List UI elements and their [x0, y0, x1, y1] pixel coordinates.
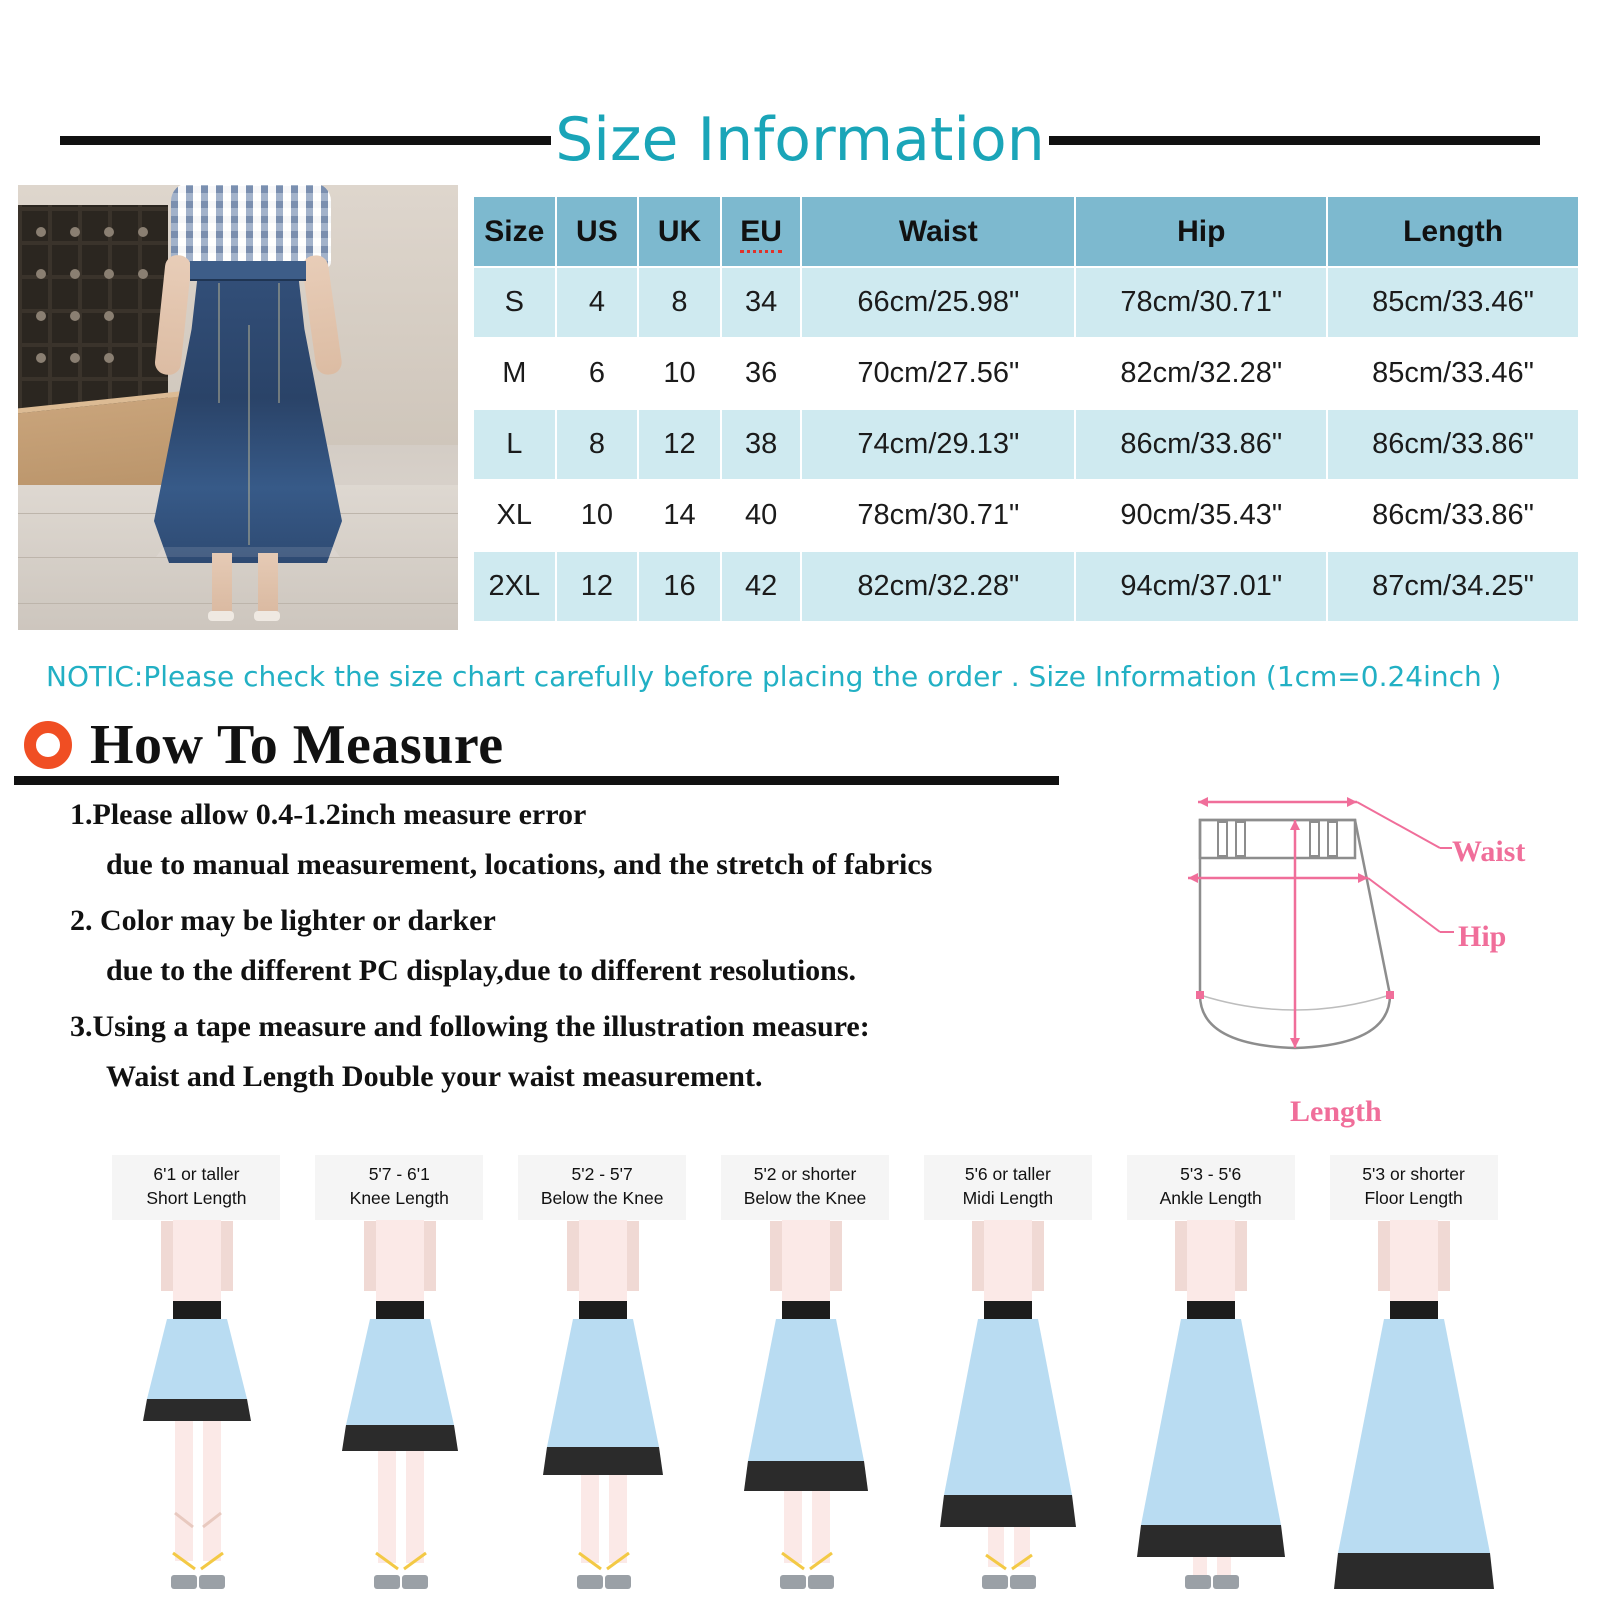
- col-header-waist: Waist: [801, 196, 1075, 267]
- figure-short-length-icon: [95, 1213, 298, 1598]
- header-rule-right: [1049, 136, 1540, 145]
- cell-length: 85cm/33.46": [1327, 338, 1579, 409]
- cell-hip: 90cm/35.43": [1075, 480, 1327, 551]
- cell-hip: 78cm/30.71": [1075, 267, 1327, 338]
- length-guide-item: [95, 1155, 298, 1595]
- cell-length: 85cm/33.46": [1327, 267, 1579, 338]
- size-notice-text: NOTIC:Please check the size chart carefully before placing the order . Size Information (1cm=0.24inch ): [46, 660, 1502, 693]
- length-guide-item: [906, 1155, 1109, 1595]
- length-guide-caption: [518, 1155, 686, 1220]
- measure-instructions: [70, 800, 1120, 1118]
- figure-floor-length-icon: [1312, 1213, 1515, 1598]
- cell-waist: 82cm/32.28": [801, 551, 1075, 622]
- length-guide-height: 5'6 or taller: [964, 1164, 1051, 1184]
- cell-length: 86cm/33.86": [1327, 480, 1579, 551]
- col-header-length: Length: [1327, 196, 1579, 267]
- cell-us: 4: [556, 267, 639, 338]
- length-guide-height: 5'3 or shorter: [1362, 1164, 1465, 1184]
- length-guide-style: Ankle Length: [1159, 1187, 1262, 1208]
- cell-waist: 78cm/30.71": [801, 480, 1075, 551]
- table-header-row: [473, 196, 1579, 267]
- length-guide-figure: [1312, 1213, 1515, 1598]
- cell-hip: 94cm/37.01": [1075, 551, 1327, 622]
- figure-midi-length-icon: [906, 1213, 1109, 1598]
- cell-eu: 40: [721, 480, 802, 551]
- figure-knee-length-icon: [298, 1213, 501, 1598]
- cell-length: 87cm/34.25": [1327, 551, 1579, 622]
- col-header-eu-label: EU: [740, 215, 782, 253]
- diagram-label-waist: Waist: [1452, 835, 1526, 868]
- table-row: [473, 267, 1579, 338]
- length-guide-style: Below the Knee: [540, 1187, 664, 1208]
- length-guide-figure: [704, 1213, 907, 1598]
- cell-size: 2XL: [473, 551, 556, 622]
- length-guide-style: Knee Length: [349, 1187, 449, 1208]
- measurement-diagram: [1140, 780, 1580, 1150]
- model-shirt: [171, 185, 331, 268]
- length-guide-figure: [501, 1213, 704, 1598]
- length-guide-figure: [95, 1213, 298, 1598]
- length-guide-figure: [298, 1213, 501, 1598]
- size-chart-body: [473, 267, 1579, 622]
- col-header-size: Size: [473, 196, 556, 267]
- length-guide-height: 5'3 - 5'6: [1180, 1164, 1242, 1184]
- length-guide-style: Floor Length: [1364, 1187, 1463, 1208]
- cell-uk: 16: [638, 551, 721, 622]
- cell-size: M: [473, 338, 556, 409]
- cell-waist: 74cm/29.13": [801, 409, 1075, 480]
- length-guide-item: [1109, 1155, 1312, 1595]
- model-shoe-left: [208, 611, 234, 621]
- model-leg-left: [212, 553, 232, 619]
- cell-eu: 34: [721, 267, 802, 338]
- how-to-measure-underline: [14, 776, 1059, 785]
- table-row: [473, 338, 1579, 409]
- how-to-measure-heading: [14, 705, 1114, 785]
- length-guide-style: Midi Length: [962, 1187, 1054, 1208]
- cell-uk: 14: [638, 480, 721, 551]
- length-guide-height: 5'7 - 6'1: [368, 1164, 430, 1184]
- figure-below-knee-a-icon: [501, 1213, 704, 1598]
- length-guide-caption: [924, 1155, 1092, 1220]
- col-header-uk: UK: [638, 196, 721, 267]
- cell-waist: 70cm/27.56": [801, 338, 1075, 409]
- cell-eu: 42: [721, 551, 802, 622]
- instruction-line: due to manual measurement, locations, and the stretch of fabrics: [106, 848, 933, 881]
- length-guide-style: Below the Knee: [743, 1187, 867, 1208]
- size-chart-table: [472, 195, 1580, 623]
- cell-size: S: [473, 267, 556, 338]
- size-chart-head: [473, 196, 1579, 267]
- instruction-line: 3.Using a tape measure and following the illustration measure:: [70, 1010, 870, 1043]
- length-guide-strip: [95, 1155, 1515, 1595]
- page-header: [0, 100, 1600, 180]
- length-guide-caption: [1127, 1155, 1295, 1220]
- model-waistband: [190, 261, 306, 281]
- how-to-measure-title: How To Measure: [90, 714, 504, 776]
- model-shoe-right: [254, 611, 280, 621]
- model-hem: [156, 547, 340, 557]
- table-row: [473, 409, 1579, 480]
- instruction-line: 2. Color may be lighter or darker: [70, 904, 496, 937]
- cell-size: L: [473, 409, 556, 480]
- length-guide-figure: [906, 1213, 1109, 1598]
- diagram-label-hip: Hip: [1458, 920, 1507, 953]
- cell-size: XL: [473, 480, 556, 551]
- cell-us: 6: [556, 338, 639, 409]
- cell-eu: 36: [721, 338, 802, 409]
- length-guide-height: 6'1 or taller: [153, 1164, 240, 1184]
- table-row: [473, 551, 1579, 622]
- cell-eu: 38: [721, 409, 802, 480]
- cell-waist: 66cm/25.98": [801, 267, 1075, 338]
- length-guide-caption: [112, 1155, 280, 1220]
- cell-us: 12: [556, 551, 639, 622]
- length-guide-caption: [1330, 1155, 1498, 1220]
- length-guide-item: [704, 1155, 907, 1595]
- length-guide-height: 5'2 or shorter: [753, 1164, 857, 1184]
- length-guide-caption: [315, 1155, 483, 1220]
- cell-uk: 8: [638, 267, 721, 338]
- cell-uk: 10: [638, 338, 721, 409]
- page-title: Size Information: [555, 105, 1045, 175]
- length-guide-item: [501, 1155, 704, 1595]
- length-guide-figure: [1109, 1213, 1312, 1598]
- instruction-line: Waist and Length Double your waist measurement.: [106, 1060, 763, 1093]
- length-guide-item: [1312, 1155, 1515, 1595]
- length-guide-caption: [721, 1155, 889, 1220]
- length-guide-style: Short Length: [146, 1187, 247, 1208]
- cell-hip: 82cm/32.28": [1075, 338, 1327, 409]
- col-header-us: US: [556, 196, 639, 267]
- instruction-line: 1.Please allow 0.4-1.2inch measure error: [70, 798, 587, 831]
- ring-icon: [24, 721, 72, 769]
- model-leg-right: [258, 553, 278, 619]
- product-photo: [18, 185, 458, 630]
- col-header-hip: Hip: [1075, 196, 1327, 267]
- cell-us: 10: [556, 480, 639, 551]
- length-guide-height: 5'2 - 5'7: [571, 1164, 633, 1184]
- length-guide-item: [298, 1155, 501, 1595]
- cell-hip: 86cm/33.86": [1075, 409, 1327, 480]
- col-header-eu: [721, 196, 802, 267]
- cell-us: 8: [556, 409, 639, 480]
- diagram-label-length: Length: [1290, 1095, 1382, 1128]
- header-rule-left: [60, 136, 551, 145]
- figure-ankle-length-icon: [1109, 1213, 1312, 1598]
- figure-below-knee-b-icon: [704, 1213, 907, 1598]
- table-row: [473, 480, 1579, 551]
- cell-uk: 12: [638, 409, 721, 480]
- cell-length: 86cm/33.86": [1327, 409, 1579, 480]
- photo-model: [146, 185, 346, 630]
- instruction-line: due to the different PC display,due to different resolutions.: [106, 954, 857, 987]
